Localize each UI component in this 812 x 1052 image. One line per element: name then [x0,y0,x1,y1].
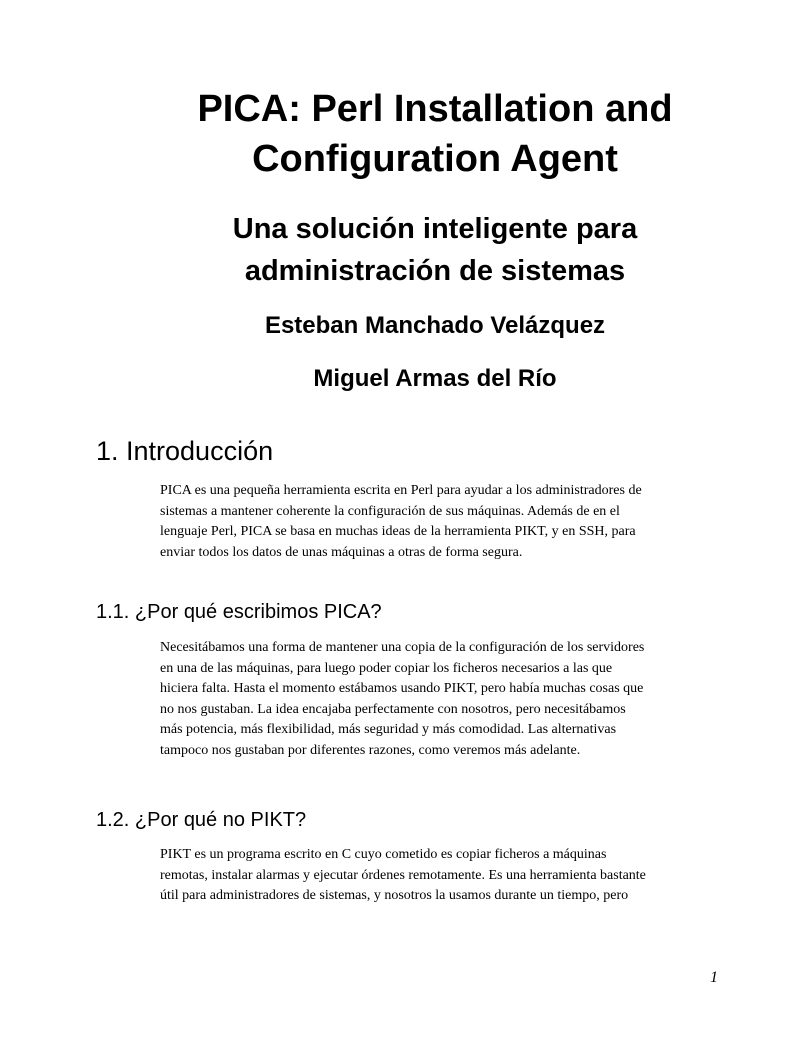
section-paragraph: PICA es una pequeña herramienta escrita en Perl para ayudar a los administradores de sistemas a mantener coherente la configuración de sus máquinas. Además de en el lenguaje Perl, PICA se basa en muchas ideas de la herramienta PIKT, y en SSH, para enviar todos los datos de unas máquinas a otras de forma segura. [160,483,642,560]
author-name: Esteban Manchado Velázquez [264,312,606,339]
section-paragraph: Necesitábamos una forma de mantener una copia de la configuración de los servidores en una de las máquinas, para luego poder copiar los ficheros necesarios a las que hiciera falta. Hasta el momento estábamos usando PIKT, pero había muchas cosas que no nos gustaban. La idea encajaba perfectamente con nosotros, pero necesitábamos más potencia, más flexibilidad, más seguridad y más comodidad. Las alternativas tampoco nos gustaban por diferentes razones, como veremos más adelante. [160,640,645,758]
section-paragraph: PIKT es un programa escrito en C cuyo cometido es copiar ficheros a máquinas remotas, instalar alarmas y ejecutar órdenes remotamente. Es una herramienta bastante útil para administradores de sistemas, y nosotros la usamos durante un tiempo, pero [160,847,646,903]
section-heading-introduccion: 1. Introducción [96,436,274,466]
author-name: Miguel Armas del Río [313,365,557,392]
section-heading-por-que-pica: 1.1. ¿Por qué escribimos PICA? [96,601,382,623]
section-heading-por-que-no-pikt: 1.2. ¿Por qué no PIKT? [96,809,307,831]
page-number: 1 [710,969,718,986]
document-subtitle: Una solución inteligente para administración de sistemas [232,213,638,287]
document-title: PICA: Perl Installation and Configuration Agent [197,88,673,180]
